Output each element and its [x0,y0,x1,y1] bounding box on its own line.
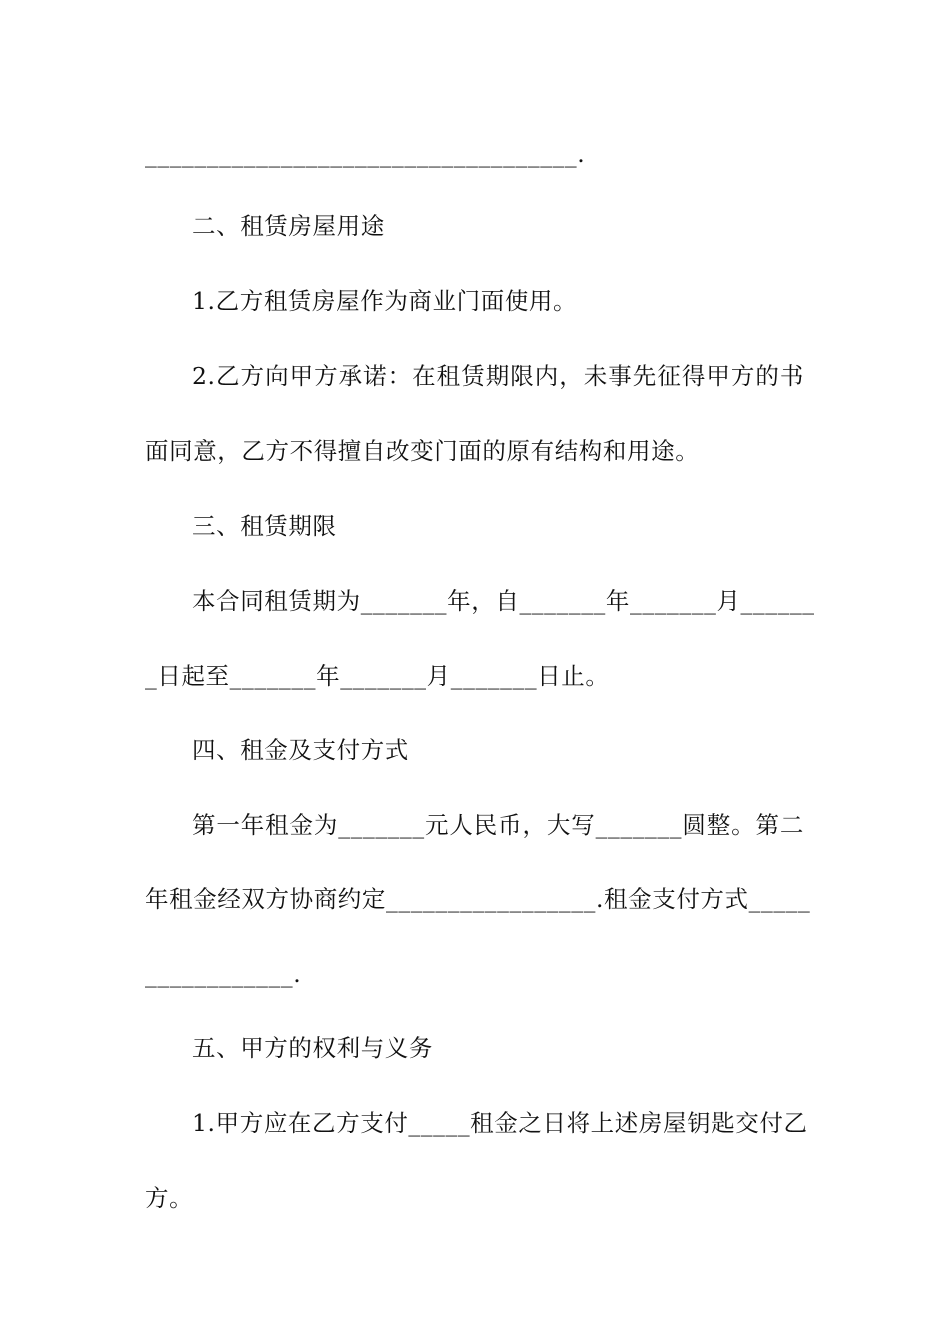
clause-lessor-1-line2: 方。 [145,1184,194,1212]
clause-usage-2-line1: 2.乙方向甲方承诺：在租赁期限内，未事先征得甲方的书 [192,362,804,390]
section-heading-usage: 二、租赁房屋用途 [192,212,385,240]
clause-term-line2: _日起至_______年_______月_______日止。 [145,662,610,690]
clause-rent-line2: 年租金经双方协商约定_________________.租金支付方式_____ [145,885,811,913]
clause-rent-line3: ____________. [145,960,302,988]
section-heading-lessor-rights: 五、甲方的权利与义务 [192,1034,433,1062]
section-heading-rent: 四、租金及支付方式 [192,736,409,764]
clause-lessor-1-line1: 1.甲方应在乙方支付_____租金之日将上述房屋钥匙交付乙 [192,1109,808,1137]
clause-rent-line1: 第一年租金为_______元人民币，大写_______圆整。第二 [192,811,804,839]
blank-line-continuation: ___________________________________. [145,140,586,168]
section-heading-term: 三、租赁期限 [192,512,337,540]
clause-usage-2-line2: 面同意，乙方不得擅自改变门面的原有结构和用途。 [145,437,700,465]
clause-usage-1: 1.乙方租赁房屋作为商业门面使用。 [192,287,578,315]
clause-term-line1: 本合同租赁期为_______年，自_______年_______月______ [192,587,815,615]
